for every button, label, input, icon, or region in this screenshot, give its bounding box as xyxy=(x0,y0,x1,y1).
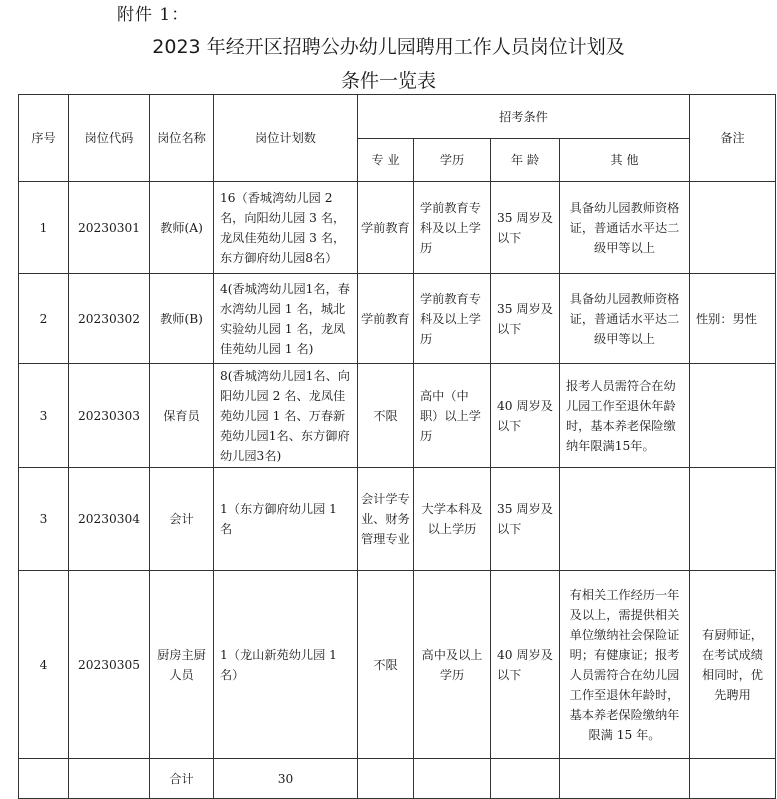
table-row xyxy=(19,274,776,364)
cell-code: 20230302 xyxy=(69,274,150,364)
cell-seq: 3 xyxy=(19,364,69,468)
cell-other: 报考人员需符合在幼儿园工作至退休年龄时，基本养老保险缴纳年限满15年。 xyxy=(560,364,690,468)
cell-seq: 1 xyxy=(19,182,69,274)
header-major: 专 业 xyxy=(358,139,414,182)
attachment-label: 附件 1： xyxy=(117,5,190,25)
cell-education: 高中及以上学历 xyxy=(414,571,491,759)
cell-plan: 1（龙山新苑幼儿园 1 名） xyxy=(214,571,358,759)
table-row xyxy=(19,571,776,759)
document-title-line1: 2023 年经开区招聘公办幼儿园聘用工作人员岗位计划及 xyxy=(152,36,625,58)
cell-major: 学前教育 xyxy=(358,274,414,364)
header-remark: 备注 xyxy=(690,95,776,182)
cell-name: 厨房主厨人员 xyxy=(150,571,214,759)
position-plan-table xyxy=(18,94,776,799)
document-title-line2: 条件一览表 xyxy=(340,70,436,92)
table-row xyxy=(19,364,776,468)
cell-major: 学前教育 xyxy=(358,182,414,274)
cell-code: 20230304 xyxy=(69,468,150,571)
cell-remark xyxy=(690,182,776,274)
cell-age: 35 周岁及以下 xyxy=(491,274,560,364)
cell-plan: 1（东方御府幼儿园 1 名 xyxy=(214,468,358,571)
cell-major: 会计学专业、财务管理专业 xyxy=(358,468,414,571)
cell-age: 35 周岁及以下 xyxy=(491,468,560,571)
header-seq: 序号 xyxy=(19,95,69,182)
cell-seq: 2 xyxy=(19,274,69,364)
header-plan: 岗位计划数 xyxy=(214,95,358,182)
cell-major: 不限 xyxy=(358,571,414,759)
cell-remark xyxy=(690,364,776,468)
cell-education: 高中（中职）以上学历 xyxy=(414,364,491,468)
cell-education: 学前教育专科及以上学历 xyxy=(414,182,491,274)
header-name: 岗位名称 xyxy=(150,95,214,182)
cell-remark: 有厨师证，在考试成绩相同时，优先聘用 xyxy=(690,571,776,759)
cell-education: 学前教育专科及以上学历 xyxy=(414,274,491,364)
cell-other: 有相关工作经历一年及以上，需提供相关单位缴纳社会保险证明；有健康证；报考人员需符合在幼儿园工作至退休年龄时，基本养老保险缴纳年限满 15 年。 xyxy=(560,571,690,759)
cell-code: 20230303 xyxy=(69,364,150,468)
cell-plan: 16（香城湾幼儿园 2 名，向阳幼儿园 3 名，龙凤佳苑幼儿园 3 名，东方御府幼儿园8名） xyxy=(214,182,358,274)
cell-name: 会计 xyxy=(150,468,214,571)
cell-name: 保育员 xyxy=(150,364,214,468)
header-code: 岗位代码 xyxy=(69,95,150,182)
cell-name: 教师(A) xyxy=(150,182,214,274)
cell-other: 具备幼儿园教师资格证，普通话水平达二级甲等以上 xyxy=(560,274,690,364)
header-row-1 xyxy=(19,95,776,139)
table-row xyxy=(19,468,776,571)
cell-code: 20230305 xyxy=(69,571,150,759)
header-age: 年 龄 xyxy=(491,139,560,182)
header-education: 学历 xyxy=(414,139,491,182)
cell-plan: 4(香城湾幼儿园1名，春水湾幼儿园 1 名，城北实验幼儿园 1 名，龙凤佳苑幼儿园 1 名) xyxy=(214,274,358,364)
cell-seq: 3 xyxy=(19,468,69,571)
header-conditions: 招考条件 xyxy=(358,95,690,139)
cell-age: 35 周岁及以下 xyxy=(491,182,560,274)
cell-education: 大学本科及以上学历 xyxy=(414,468,491,571)
cell-major: 不限 xyxy=(358,364,414,468)
table-row xyxy=(19,182,776,274)
cell-plan: 8(香城湾幼儿园1名、向阳幼儿园 2 名、龙凤佳苑幼儿园 1 名、万春新苑幼儿园1名、东方御府幼儿园3名) xyxy=(214,364,358,468)
header-other: 其 他 xyxy=(560,139,690,182)
cell-remark xyxy=(690,468,776,571)
cell-seq: 4 xyxy=(19,571,69,759)
cell-other: 具备幼儿园教师资格证，普通话水平达二级甲等以上 xyxy=(560,182,690,274)
cell-remark: 性别：男性 xyxy=(690,274,776,364)
cell-age: 40 周岁及以下 xyxy=(491,571,560,759)
cell-age: 40 周岁及以下 xyxy=(491,364,560,468)
cell-code: 20230301 xyxy=(69,182,150,274)
cell-name: 教师(B) xyxy=(150,274,214,364)
cell-other xyxy=(560,468,690,571)
total-value: 30 xyxy=(214,759,358,799)
total-row xyxy=(19,759,776,799)
total-label: 合计 xyxy=(150,759,214,799)
